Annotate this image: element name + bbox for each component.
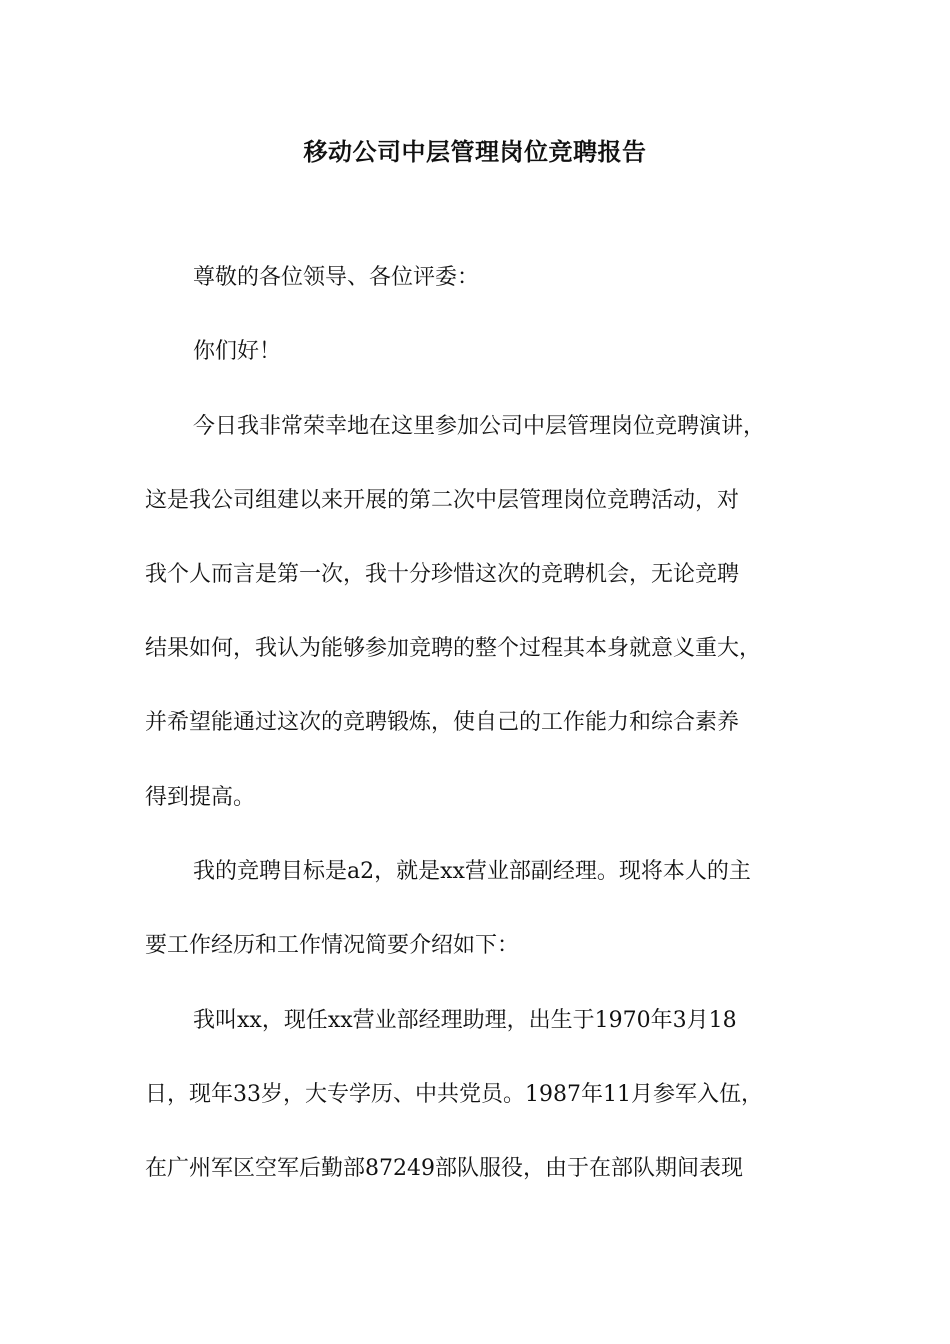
body-line: 我叫xx，现任xx营业部经理助理，出生于1970年3月18 — [193, 1008, 737, 1033]
body-line: 我的竞聘目标是a2，就是xx营业部副经理。现将本人的主 — [193, 859, 751, 884]
body-line: 结果如何，我认为能够参加竞聘的整个过程其本身就意义重大， — [145, 636, 762, 661]
body-line: 得到提高。 — [145, 785, 256, 810]
body-line: 在广州军区空军后勤部87249部队服役，由于在部队期间表现 — [145, 1156, 743, 1181]
body-line: 今日我非常荣幸地在这里参加公司中层管理岗位竞聘演讲， — [193, 414, 766, 439]
document-title: 移动公司中层管理岗位竞聘报告 — [303, 137, 647, 166]
body-line: 要工作经历和工作情况简要介绍如下： — [145, 933, 520, 958]
body-line: 并希望能通过这次的竞聘锻炼，使自己的工作能力和综合素养 — [145, 710, 740, 735]
body-line: 我个人而言是第一次，我十分珍惜这次的竞聘机会，无论竞聘 — [145, 562, 740, 587]
greeting-line: 你们好！ — [193, 339, 282, 364]
body-line: 这是我公司组建以来开展的第二次中层管理岗位竞聘活动，对 — [145, 488, 740, 513]
salutation-line: 尊敬的各位领导、各位评委： — [193, 265, 480, 290]
body-line: 日，现年33岁，大专学历、中共党员。1987年11月参军入伍， — [145, 1082, 763, 1107]
